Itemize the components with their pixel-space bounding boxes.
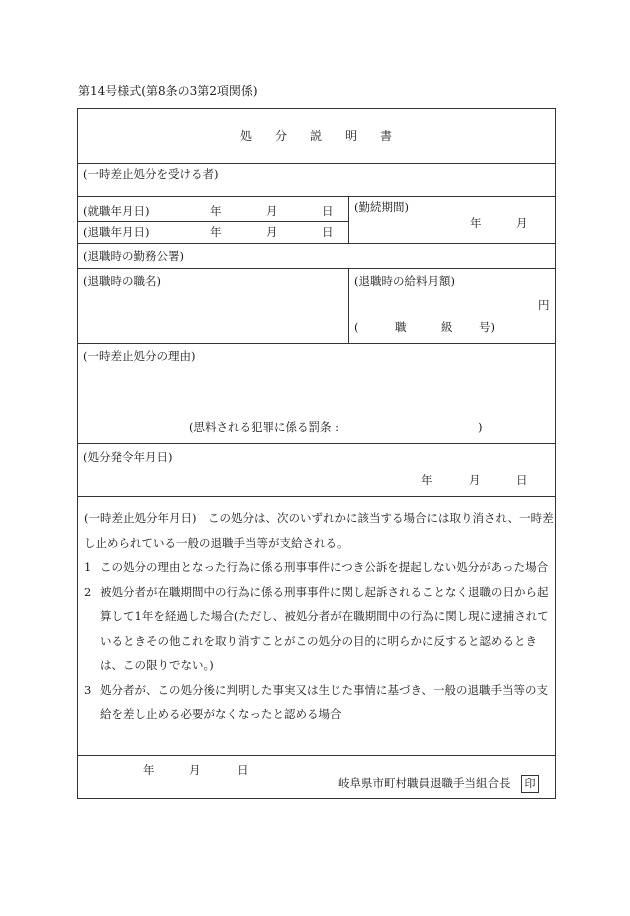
notice-item-text: この処分の理由となった行為に係る刑事事件につき公訴を提起しない処分があった場合 bbox=[100, 560, 549, 574]
notice-block bbox=[84, 506, 554, 727]
service-year-unit: 年 bbox=[470, 216, 482, 230]
notice-item bbox=[84, 555, 554, 580]
form-number: 第14号様式(第8条の3第2項関係) bbox=[78, 84, 258, 98]
person-label: (一時差止処分を受ける者) bbox=[83, 167, 219, 181]
footer-day-unit: 日 bbox=[237, 763, 249, 777]
issue-year-unit: 年 bbox=[421, 473, 433, 487]
salary-yen-unit: 円 bbox=[538, 298, 550, 312]
service-period-label: (勤続期間) bbox=[354, 200, 409, 214]
rule-after-issue-date bbox=[77, 496, 556, 497]
rule-after-reason bbox=[77, 443, 556, 444]
rule-after-person bbox=[77, 196, 556, 197]
service-month-unit: 月 bbox=[516, 216, 528, 230]
issue-day-unit: 日 bbox=[516, 473, 528, 487]
rule-after-office bbox=[77, 268, 556, 269]
rule-after-title bbox=[77, 163, 556, 164]
grade-kyu: 級 bbox=[441, 320, 453, 334]
grade-open-paren: ( bbox=[354, 320, 359, 334]
issuer-name: 岐阜県市町村職員退職手当組合長 bbox=[338, 776, 511, 790]
hire-day-unit: 日 bbox=[322, 204, 334, 218]
retire-day-unit: 日 bbox=[322, 225, 334, 239]
issue-month-unit: 月 bbox=[469, 473, 481, 487]
grade-shoku: 職 bbox=[395, 320, 407, 334]
notice-item-text: 処分者が、この処分後に判明した事実又は生じた事情に基づき、一般の退職手当等の支給を差し止める必要がなくなったと認める場合 bbox=[100, 682, 549, 721]
divider-position-salary bbox=[348, 268, 349, 343]
crime-article-close: ) bbox=[478, 420, 483, 434]
public-office-label: (退職時の勤務公署) bbox=[83, 249, 184, 263]
notice-item bbox=[84, 678, 554, 727]
seal-mark: 印 bbox=[521, 775, 539, 793]
crime-article-label: (思料される犯罪に係る罰条 : bbox=[189, 420, 340, 434]
title-char: 明 bbox=[345, 129, 358, 143]
notice-intro: (一時差止処分年月日) この処分は、次のいずれかに該当する場合には取り消され、一時差し止められている一般の退職手当等が支給される。 bbox=[84, 511, 554, 550]
title-char: 書 bbox=[380, 129, 393, 143]
title-char: 処 bbox=[240, 129, 253, 143]
hire-year-unit: 年 bbox=[210, 204, 222, 218]
notice-item-number: 2 bbox=[84, 584, 92, 599]
issue-date-label: (処分発令年月日) bbox=[83, 450, 173, 464]
footer-month-unit: 月 bbox=[189, 763, 201, 777]
hire-date-label: (就職年月日) bbox=[83, 204, 150, 218]
retire-month-unit: 月 bbox=[266, 225, 278, 239]
hire-month-unit: 月 bbox=[266, 204, 278, 218]
rule-after-dates bbox=[77, 243, 556, 244]
title-char: 説 bbox=[310, 129, 323, 143]
grade-go: 号) bbox=[479, 320, 495, 334]
rule-after-position bbox=[77, 343, 556, 344]
salary-label: (退職時の給料月額) bbox=[354, 274, 455, 288]
retire-year-unit: 年 bbox=[210, 225, 222, 239]
rule-after-notice bbox=[77, 755, 556, 756]
notice-item bbox=[84, 580, 554, 678]
reason-label: (一時差止処分の理由) bbox=[83, 349, 196, 363]
footer-year-unit: 年 bbox=[143, 763, 155, 777]
rule-between-dates bbox=[77, 221, 348, 222]
notice-item-text: 被処分者が在職期間中の行為に係る刑事事件に関し起訴されることなく退職の日から起算して1年を経過した場合(ただし、被処分者が在職期間中の行為に関し現に逮捕されているときその他これを取り消すことがこの処分の目的に明らかに反すると認めるときは、この限りでない。) bbox=[100, 584, 549, 672]
notice-item-number: 1 bbox=[84, 560, 92, 574]
title-char: 分 bbox=[275, 129, 288, 143]
divider-dates bbox=[348, 196, 349, 243]
notice-item-number: 3 bbox=[84, 682, 92, 697]
retire-date-label: (退職年月日) bbox=[83, 225, 150, 239]
position-label: (退職時の職名) bbox=[83, 274, 161, 288]
